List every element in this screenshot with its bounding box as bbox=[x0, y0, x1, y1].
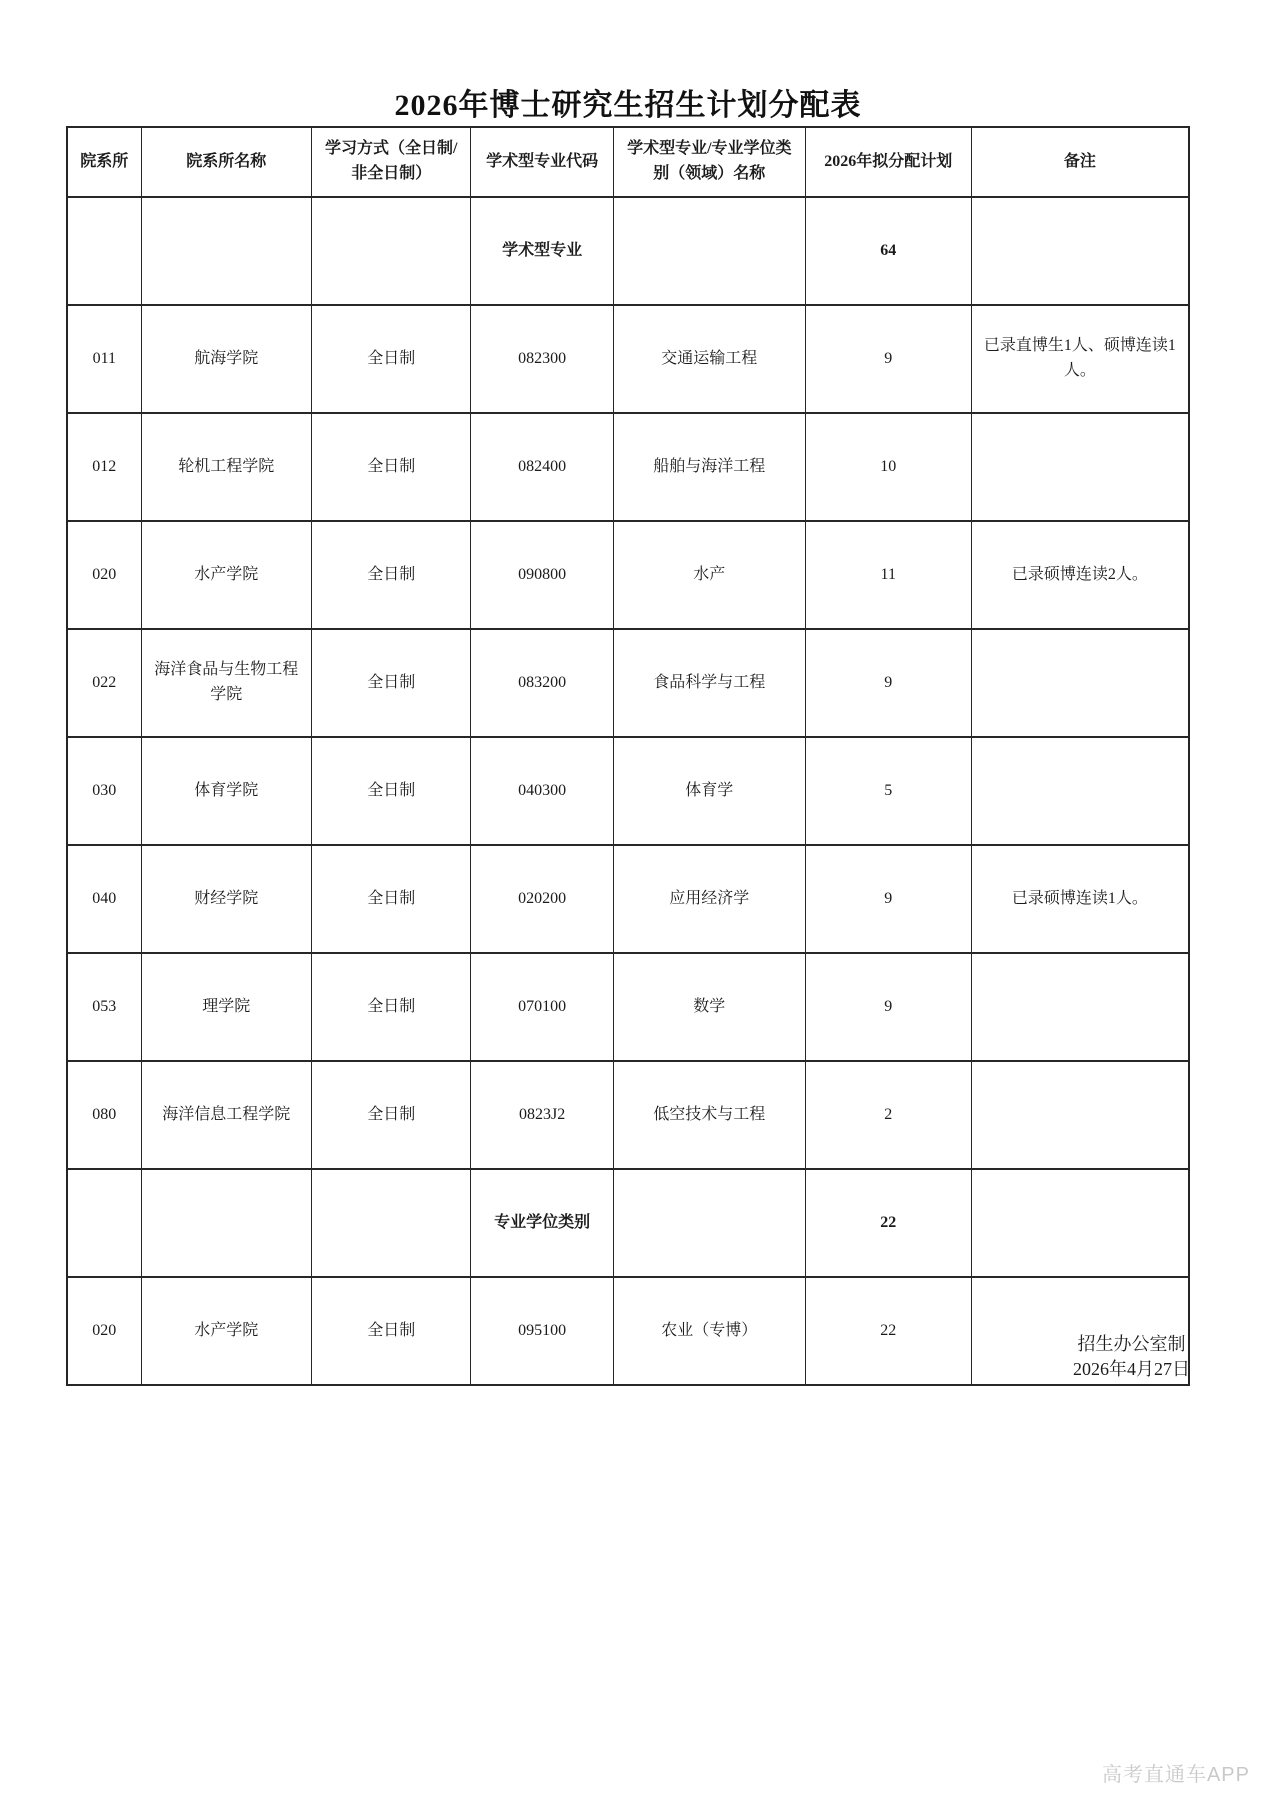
column-header: 学术型专业代码 bbox=[471, 127, 613, 197]
table-cell: 053 bbox=[67, 953, 141, 1061]
table-cell bbox=[141, 1169, 312, 1277]
table-cell: 航海学院 bbox=[141, 305, 312, 413]
table-cell: 已录直博生1人、硕博连读1人。 bbox=[971, 305, 1189, 413]
table-cell: 020200 bbox=[471, 845, 613, 953]
table-cell: 应用经济学 bbox=[613, 845, 805, 953]
table-cell: 64 bbox=[805, 197, 971, 305]
table-cell: 全日制 bbox=[312, 305, 471, 413]
table-cell bbox=[971, 1061, 1189, 1169]
table-cell: 全日制 bbox=[312, 1061, 471, 1169]
table-cell: 9 bbox=[805, 305, 971, 413]
table-cell: 轮机工程学院 bbox=[141, 413, 312, 521]
column-header: 备注 bbox=[971, 127, 1189, 197]
table-cell: 5 bbox=[805, 737, 971, 845]
table-cell: 专业学位类别 bbox=[471, 1169, 613, 1277]
table-cell: 082400 bbox=[471, 413, 613, 521]
table-cell bbox=[613, 1169, 805, 1277]
table-row bbox=[67, 737, 1189, 845]
table-cell: 080 bbox=[67, 1061, 141, 1169]
table-cell: 082300 bbox=[471, 305, 613, 413]
table-cell: 10 bbox=[805, 413, 971, 521]
table-cell bbox=[971, 629, 1189, 737]
table-cell bbox=[971, 737, 1189, 845]
table-cell bbox=[67, 1169, 141, 1277]
table-row bbox=[67, 629, 1189, 737]
subtotal-row bbox=[67, 197, 1189, 305]
table-row bbox=[67, 305, 1189, 413]
table-cell: 农业（专博） bbox=[613, 1277, 805, 1385]
table-cell: 体育学 bbox=[613, 737, 805, 845]
table-cell: 090800 bbox=[471, 521, 613, 629]
table-cell: 0823J2 bbox=[471, 1061, 613, 1169]
table-cell bbox=[971, 953, 1189, 1061]
table-cell: 已录硕博连读2人。 bbox=[971, 521, 1189, 629]
table-cell: 011 bbox=[67, 305, 141, 413]
table-cell: 全日制 bbox=[312, 845, 471, 953]
table-cell: 海洋信息工程学院 bbox=[141, 1061, 312, 1169]
table-row bbox=[67, 1277, 1189, 1385]
table-cell bbox=[613, 197, 805, 305]
table-cell: 040 bbox=[67, 845, 141, 953]
table-cell: 030 bbox=[67, 737, 141, 845]
table-cell: 体育学院 bbox=[141, 737, 312, 845]
table-cell: 理学院 bbox=[141, 953, 312, 1061]
table-cell: 学术型专业 bbox=[471, 197, 613, 305]
watermark: 高考直通车APP bbox=[1101, 1764, 1250, 1786]
subtotal-row bbox=[67, 1169, 1189, 1277]
table-cell: 012 bbox=[67, 413, 141, 521]
table-cell: 全日制 bbox=[312, 521, 471, 629]
footer-date: 2026年4月27日 bbox=[1073, 1359, 1190, 1379]
table-cell: 全日制 bbox=[312, 953, 471, 1061]
table-cell: 水产学院 bbox=[141, 521, 312, 629]
table-cell: 11 bbox=[805, 521, 971, 629]
table-cell: 083200 bbox=[471, 629, 613, 737]
table-cell: 全日制 bbox=[312, 413, 471, 521]
footer-issuer: 招生办公室制 bbox=[1077, 1334, 1186, 1354]
table-cell: 22 bbox=[805, 1277, 971, 1385]
table-cell: 9 bbox=[805, 629, 971, 737]
table-cell: 数学 bbox=[613, 953, 805, 1061]
table-cell: 020 bbox=[67, 521, 141, 629]
table-cell: 9 bbox=[805, 845, 971, 953]
footer bbox=[1073, 1332, 1190, 1382]
column-header: 2026年拟分配计划 bbox=[805, 127, 971, 197]
column-header: 学习方式（全日制/非全日制） bbox=[312, 127, 471, 197]
column-header: 院系所名称 bbox=[141, 127, 312, 197]
column-header: 院系所 bbox=[67, 127, 141, 197]
table-cell bbox=[141, 197, 312, 305]
table-cell: 已录硕博连读1人。 bbox=[971, 845, 1189, 953]
table-cell: 水产学院 bbox=[141, 1277, 312, 1385]
table-cell: 全日制 bbox=[312, 737, 471, 845]
table-cell: 022 bbox=[67, 629, 141, 737]
table-cell: 低空技术与工程 bbox=[613, 1061, 805, 1169]
table-cell: 22 bbox=[805, 1169, 971, 1277]
table-cell bbox=[312, 197, 471, 305]
table-cell bbox=[67, 197, 141, 305]
table-body bbox=[67, 197, 1189, 1385]
table-cell: 070100 bbox=[471, 953, 613, 1061]
table-cell: 交通运输工程 bbox=[613, 305, 805, 413]
table-header-row bbox=[67, 127, 1189, 197]
table-cell: 全日制 bbox=[312, 1277, 471, 1385]
admission-plan-table bbox=[66, 126, 1190, 1386]
table-cell: 水产 bbox=[613, 521, 805, 629]
table-cell: 9 bbox=[805, 953, 971, 1061]
table-cell: 船舶与海洋工程 bbox=[613, 413, 805, 521]
table-row bbox=[67, 521, 1189, 629]
table-cell: 财经学院 bbox=[141, 845, 312, 953]
table-cell: 2 bbox=[805, 1061, 971, 1169]
table-cell: 食品科学与工程 bbox=[613, 629, 805, 737]
table-cell: 020 bbox=[67, 1277, 141, 1385]
page-title: 2026年博士研究生招生计划分配表 bbox=[394, 89, 862, 122]
table-cell: 全日制 bbox=[312, 629, 471, 737]
table-row bbox=[67, 413, 1189, 521]
table-cell: 095100 bbox=[471, 1277, 613, 1385]
column-header: 学术型专业/专业学位类别（领域）名称 bbox=[613, 127, 805, 197]
table-row bbox=[67, 845, 1189, 953]
table-row bbox=[67, 1061, 1189, 1169]
table-cell bbox=[971, 413, 1189, 521]
table-cell: 海洋食品与生物工程学院 bbox=[141, 629, 312, 737]
table-cell bbox=[971, 197, 1189, 305]
table-cell bbox=[312, 1169, 471, 1277]
table-row bbox=[67, 953, 1189, 1061]
table-cell: 040300 bbox=[471, 737, 613, 845]
table-cell bbox=[971, 1169, 1189, 1277]
